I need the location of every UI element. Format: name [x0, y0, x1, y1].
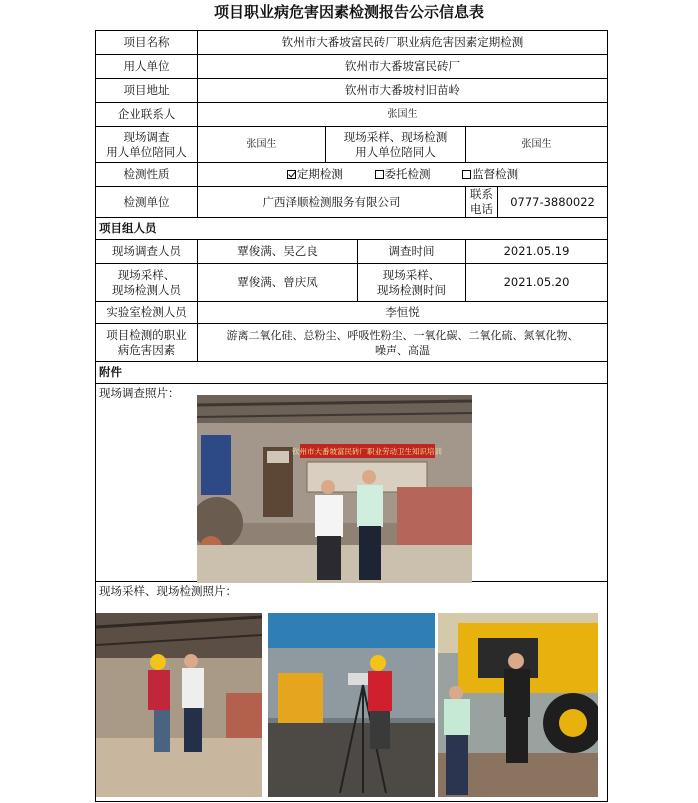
- nature-option-entrusted: 委托检测: [375, 167, 431, 181]
- hazards-value: 游离二氧化硅、总粉尘、呼吸性粉尘、一氧化碳、二氧化硫、氮氧化物、 噪声、高温: [198, 324, 608, 362]
- banner-text: 钦州市大番坡富民砖厂职业劳动卫生知识培训: [292, 447, 442, 456]
- survey-photo: [197, 395, 472, 583]
- sampling-staff-label: 现场采样、 现场检测人员: [96, 264, 198, 302]
- survey-staff-label: 现场调查人员: [96, 240, 198, 264]
- phone-label: 联系电话: [466, 187, 498, 218]
- empty-box-icon: [462, 170, 471, 179]
- unit-label: 检测单位: [96, 187, 198, 218]
- empty-box-icon: [375, 170, 384, 179]
- contact-value: 张国生: [198, 103, 608, 127]
- hazards-label: 项目检测的职业 病危害因素: [96, 324, 198, 362]
- sampling-escort-value: 张国生: [466, 127, 608, 163]
- unit-value: 广西泽顺检测服务有限公司: [198, 187, 466, 218]
- employer-value: 钦州市大番坡富民砖厂: [198, 55, 608, 79]
- lab-staff-value: 李恒悦: [198, 302, 608, 324]
- attachments-section-header: 附件: [96, 362, 608, 384]
- nature-option-supervision: 监督检测: [462, 167, 518, 181]
- nature-options: [198, 163, 608, 187]
- sampling-photo-3: [438, 613, 598, 797]
- sampling-photo-2: [268, 613, 435, 797]
- project-name-value: 钦州市大番坡富民砖厂职业病危害因素定期检测: [198, 31, 608, 55]
- sampling-staff-value: 覃俊满、曾庆凤: [198, 264, 358, 302]
- nature-label: 检测性质: [96, 163, 198, 187]
- employer-label: 用人单位: [96, 55, 198, 79]
- nature-option-periodic: 定期检测: [287, 167, 343, 181]
- checked-box-icon: [287, 170, 296, 179]
- contact-label: 企业联系人: [96, 103, 198, 127]
- sampling-photo-1: [96, 613, 262, 797]
- survey-time-label: 调查时间: [358, 240, 466, 264]
- sampling-photo-label: 现场采样、现场检测照片：: [99, 584, 237, 598]
- project-name-label: 项目名称: [96, 31, 198, 55]
- lab-staff-label: 实验室检测人员: [96, 302, 198, 324]
- team-section-header: 项目组人员: [96, 218, 608, 240]
- phone-value: 0777-3880022: [498, 187, 608, 218]
- address-value: 钦州市大番坡村旧苗岭: [198, 79, 608, 103]
- sampling-time-label: 现场采样、 现场检测时间: [358, 264, 466, 302]
- survey-photo-label: 现场调查照片：: [99, 386, 180, 400]
- address-label: 项目地址: [96, 79, 198, 103]
- sampling-escort-label: 现场采样、现场检测 用人单位陪同人: [326, 127, 466, 163]
- sampling-time-value: 2021.05.20: [466, 264, 608, 302]
- survey-escort-label: 现场调查 用人单位陪同人: [96, 127, 198, 163]
- survey-escort-value: 张国生: [198, 127, 326, 163]
- survey-staff-value: 覃俊满、吴乙良: [198, 240, 358, 264]
- page-title: 项目职业病危害因素检测报告公示信息表: [213, 3, 484, 21]
- survey-time-value: 2021.05.19: [466, 240, 608, 264]
